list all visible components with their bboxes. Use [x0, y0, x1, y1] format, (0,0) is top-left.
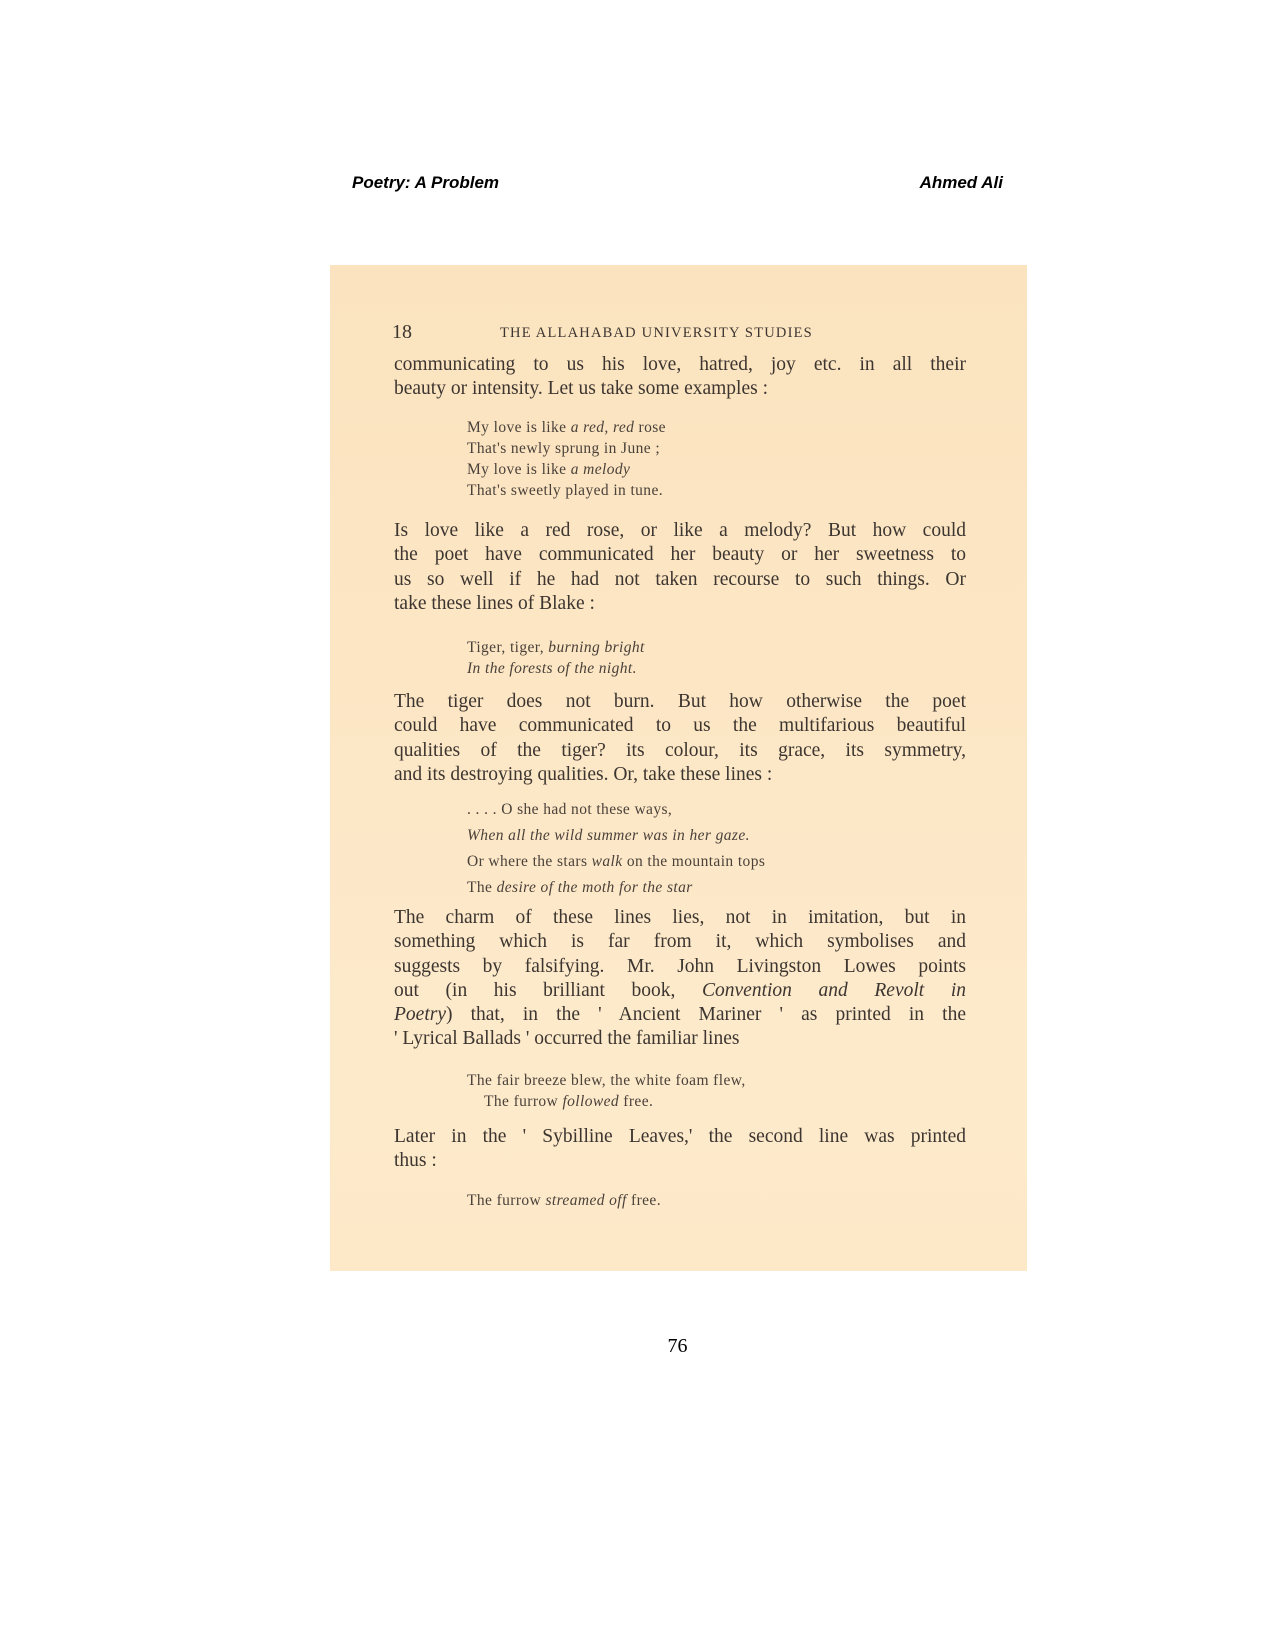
- verse-coleridge: [467, 1070, 746, 1112]
- scanned-page: [330, 265, 1027, 1271]
- text-line: The charm of these lines lies, not in imitation, but in: [394, 907, 966, 928]
- verse-line: When all the wild summer was in her gaze.: [467, 827, 750, 844]
- scanned-page-number: 18: [392, 321, 412, 343]
- scanned-page-header: [392, 321, 952, 345]
- verse-line: The furrow followed free.: [484, 1093, 654, 1110]
- text-line: Poetry) that, in the ' Ancient Mariner ' as printed in the: [394, 1004, 966, 1026]
- verse-blake: [467, 637, 645, 679]
- paragraph-4: [394, 906, 966, 1052]
- verse-line: The desire of the moth for the star: [467, 879, 693, 896]
- paragraph-3: [394, 690, 966, 787]
- text-line: beauty or intensity. Let us take some examples :: [394, 378, 769, 400]
- running-head-author: Ahmed Ali: [919, 173, 1003, 192]
- verse-line: The furrow streamed off free.: [467, 1192, 661, 1209]
- text-line: the poet have communicated her beauty or her sweetness to: [394, 544, 966, 566]
- verse-line: The fair breeze blew, the white foam flew,: [467, 1072, 746, 1089]
- text-line: us so well if he had not taken recourse to such things. Or: [394, 568, 966, 590]
- paragraph-1: [394, 353, 966, 402]
- text-line: could have communicated to us the multifarious beautiful: [394, 715, 966, 737]
- text-line: ' Lyrical Ballads ' occurred the familiar lines: [394, 1028, 740, 1050]
- text-line: take these lines of Blake :: [394, 592, 595, 614]
- text-line: The tiger does not burn. But how otherwise the poet: [394, 691, 966, 712]
- text-line: qualities of the tiger? its colour, its grace, its symmetry,: [394, 739, 966, 761]
- text-line: thus :: [394, 1150, 437, 1172]
- verse-coleridge-revised: [467, 1190, 661, 1211]
- verse-line: My love is like a red, red rose: [467, 419, 666, 436]
- verse-burns: [467, 417, 666, 501]
- paragraph-5: [394, 1125, 966, 1174]
- verse-line: That's newly sprung in June ;: [467, 440, 661, 457]
- verse-line: My love is like a melody: [467, 461, 631, 478]
- running-head-title: Poetry: A Problem: [352, 173, 500, 192]
- text-line: Is love like a red rose, or like a melody? But how could: [394, 520, 966, 541]
- verse-yeats: [467, 797, 765, 901]
- text-line: out (in his brilliant book, Convention and Revolt in: [394, 979, 966, 1001]
- verse-line: In the forests of the night.: [467, 660, 637, 677]
- paragraph-2: [394, 519, 966, 616]
- verse-line: That's sweetly played in tune.: [467, 482, 664, 499]
- text-line: and its destroying qualities. Or, take these lines :: [394, 763, 773, 785]
- text-line: communicating to us his love, hatred, joy etc. in all their: [394, 354, 966, 375]
- verse-line: Or where the stars walk on the mountain tops: [467, 853, 766, 870]
- footer-page-number: 76: [667, 1335, 688, 1357]
- text-line: Later in the ' Sybilline Leaves,' the second line was printed: [394, 1126, 966, 1147]
- verse-line: . . . . O she had not these ways,: [467, 801, 673, 818]
- text-line: something which is far from it, which symbolises and: [394, 931, 966, 953]
- journal-title: THE ALLAHABAD UNIVERSITY STUDIES: [500, 325, 813, 341]
- text-line: suggests by falsifying. Mr. John Livingston Lowes points: [394, 955, 966, 977]
- verse-line: Tiger, tiger, burning bright: [467, 639, 645, 656]
